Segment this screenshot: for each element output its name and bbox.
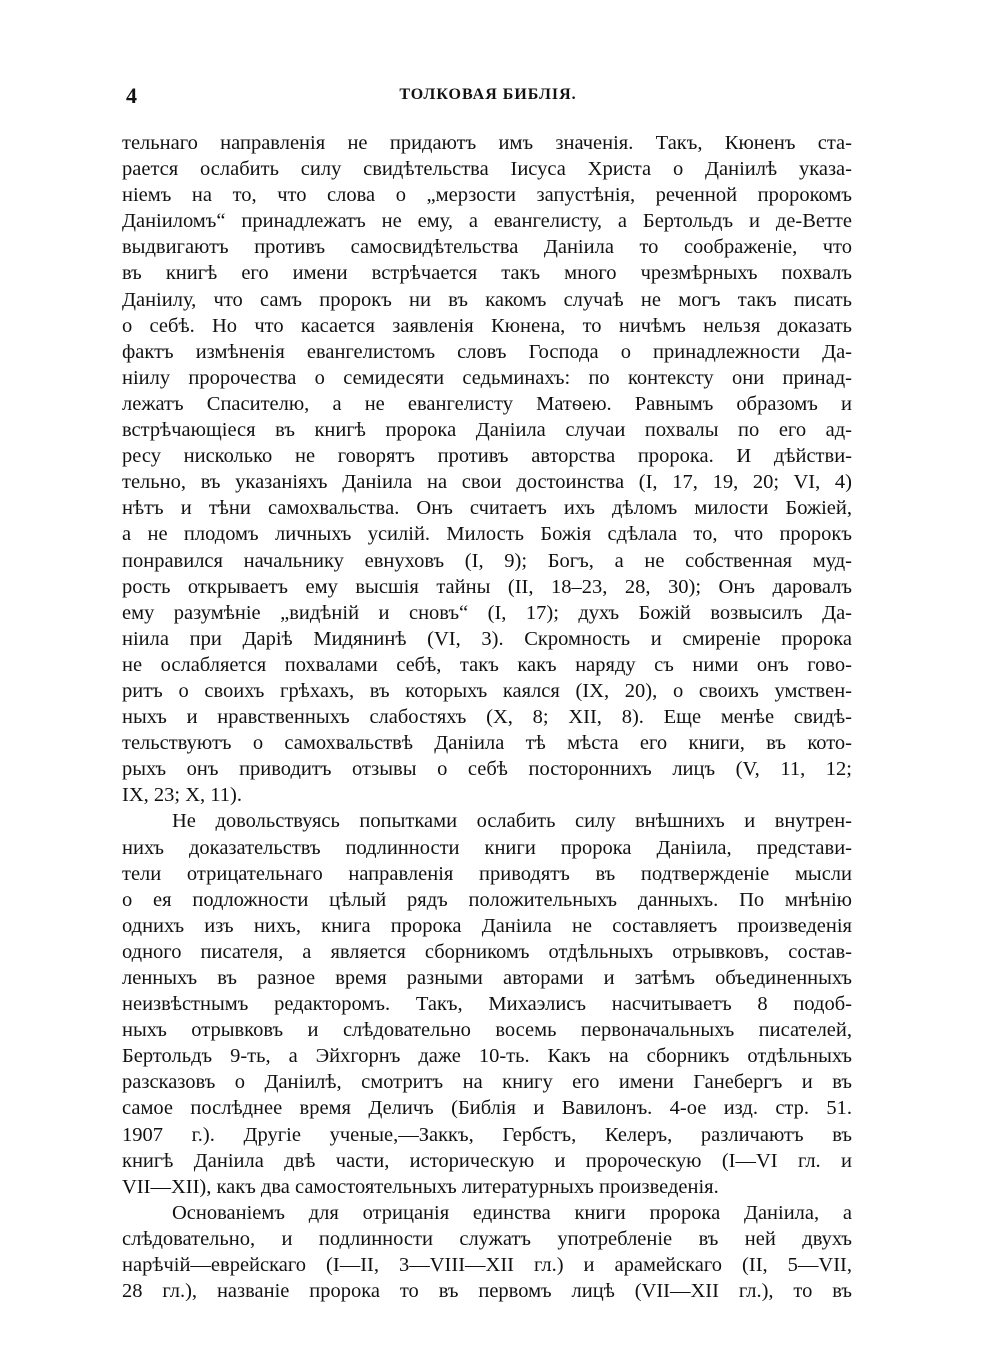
text-line: а не плодомъ личныхъ усилій. Милость Божія сдѣлала то, что пророкъ xyxy=(122,523,852,546)
text-line: лежатъ Спасителю, а не евангелисту Матѳею. Равнымъ образомъ и xyxy=(122,392,852,415)
text-line: 1907 г.). Другіе ученые,—Заккъ, Гербстъ, Келеръ, различаютъ въ xyxy=(122,1123,852,1146)
text-line: одного писателя, а является сборникомъ отдѣльныхъ отрывковъ, состав- xyxy=(122,940,852,963)
running-title: ТОЛКОВАЯ БИБЛІЯ. xyxy=(399,86,577,103)
page-header xyxy=(126,83,850,113)
text-line: не ослабляется похвалами себѣ, такъ какъ наряду съ ними онъ гово- xyxy=(122,653,852,676)
text-line: рость открываетъ ему высшія тайны (II, 18–23, 28, 30); Онъ даровалъ xyxy=(122,575,852,598)
text-line: нѣтъ и тѣни самохвальства. Онъ считаетъ ихъ дѣломъ милости Божіей, xyxy=(122,497,852,520)
text-line: VII—XII), какъ два самостоятельныхъ литературныхъ произведенія. xyxy=(122,1175,719,1198)
text-line: фактъ измѣненія евангелистомъ словъ Господа о принадлежности Да- xyxy=(122,340,852,363)
text-line: тели отрицательнаго направленія приводятъ въ подтвержденіе мысли xyxy=(122,862,852,885)
text-line: 28 гл.), названіе пророка то въ первомъ лицѣ (VII—XII гл.), то въ xyxy=(122,1280,852,1303)
text-line: Не довольствуясь попытками ослабить силу внѣшнихъ и внутрен- xyxy=(172,810,852,833)
body-text xyxy=(122,130,852,1304)
text-line: о ея подложности цѣлый рядъ положительныхъ данныхъ. По мнѣнію xyxy=(122,888,852,911)
text-line: ритъ о своихъ грѣхахъ, въ которыхъ каялся (IX, 20), о своихъ умствен- xyxy=(122,679,852,702)
text-line: нарѣчій—еврейскаго (I—II, 3—VIII—XII гл.) и арамейскаго (II, 5—VII, xyxy=(122,1254,852,1277)
text-line: о себѣ. Но что касается заявленія Кюнена, то ничѣмъ нельзя доказать xyxy=(122,314,852,337)
text-line: ніилу пророчества о семидесяти седьминахъ: по контексту они принад- xyxy=(122,366,852,389)
text-line: рыхъ онъ приводитъ отзывы о себѣ постороннихъ лицъ (V, 11, 12; xyxy=(122,758,852,781)
page-number: 4 xyxy=(126,83,137,108)
text-line: Бертольдъ 9-ть, а Эйхгорнъ даже 10-ть. Какъ на сборникъ отдѣльныхъ xyxy=(122,1045,852,1068)
text-line: разсказовъ о Даніилѣ, смотритъ на книгу его имени Ганебергъ и въ xyxy=(122,1071,852,1094)
text-line: ніила при Даріѣ Мидянинѣ (VI, 3). Скромность и смиреніе пророка xyxy=(122,627,852,650)
text-line: нихъ доказательствъ подлинности книги пророка Даніила, представи- xyxy=(122,836,852,859)
text-line: неизвѣстнымъ редакторомъ. Такъ, Михаэлисъ насчитываетъ 8 подоб- xyxy=(122,993,852,1016)
text-line: Даніилу, что самъ пророкъ ни въ какомъ случаѣ не могъ такъ писать xyxy=(122,288,852,311)
text-line: рается ослабить силу свидѣтельства Іисуса Христа о Даніилѣ указа- xyxy=(122,158,852,181)
text-line: самое послѣднее время Деличъ (Библія и Вавилонъ. 4-ое изд. стр. 51. xyxy=(122,1097,852,1120)
text-line: ресу нисколько не говорятъ противъ авторства пророка. И дѣйстви- xyxy=(122,445,852,468)
text-line: ленныхъ въ разное время разными авторами и затѣмъ объединенныхъ xyxy=(122,967,852,989)
text-line: тельнаго направленія не придаютъ имъ значенія. Такъ, Кюненъ ста- xyxy=(122,132,852,154)
text-line: Даніиломъ“ принадлежатъ не ему, а евангелисту, а Бертольдъ и де-Ветте xyxy=(122,210,852,233)
text-line: въ книгѣ его имени встрѣчается такъ много чрезмѣрныхъ похвалъ xyxy=(122,262,852,285)
text-line: ныхъ отрывковъ и слѣдовательно восемь первоначальныхъ писателей, xyxy=(122,1019,852,1042)
text-line: встрѣчающіеся въ книгѣ пророка Даніила случаи похвалы по его ад- xyxy=(122,419,852,442)
text-line: ныхъ и нравственныхъ слабостяхъ (X, 8; XII, 8). Еще менѣе свидѣ- xyxy=(122,706,852,729)
text-line: ему разумѣніе „видѣній и сновъ“ (I, 17); духъ Божій возвысилъ Да- xyxy=(122,601,852,624)
text-line: IX, 23; X, 11). xyxy=(122,784,242,807)
text-line: слѣдовательно, и подлинности служатъ употребленіе въ ней двухъ xyxy=(122,1227,852,1250)
text-line: однихъ изъ нихъ, книга пророка Даніила не составляетъ произведенія xyxy=(122,914,852,937)
text-line: книгѣ Даніила двѣ части, историческую и пророческую (I—VI гл. и xyxy=(122,1149,852,1172)
text-line: тельно, въ указаніяхъ Даніила на свои достоинства (I, 17, 19, 20; VI, 4) xyxy=(122,471,852,494)
text-line: понравился начальнику евнуховъ (I, 9); Богъ, а не собственная муд- xyxy=(122,549,852,572)
text-line: тельствуютъ о самохвальствѣ Даніила тѣ мѣста его книги, въ кото- xyxy=(122,732,852,755)
text-line: ніемъ на то, что слова о „мерзости запустѣнія, реченной пророкомъ xyxy=(122,184,852,207)
text-line: Основаніемъ для отрицанія единства книги пророка Даніила, а xyxy=(172,1201,852,1224)
text-line: выдвигаютъ противъ самосвидѣтельства Даніила то соображеніе, что xyxy=(122,236,852,259)
